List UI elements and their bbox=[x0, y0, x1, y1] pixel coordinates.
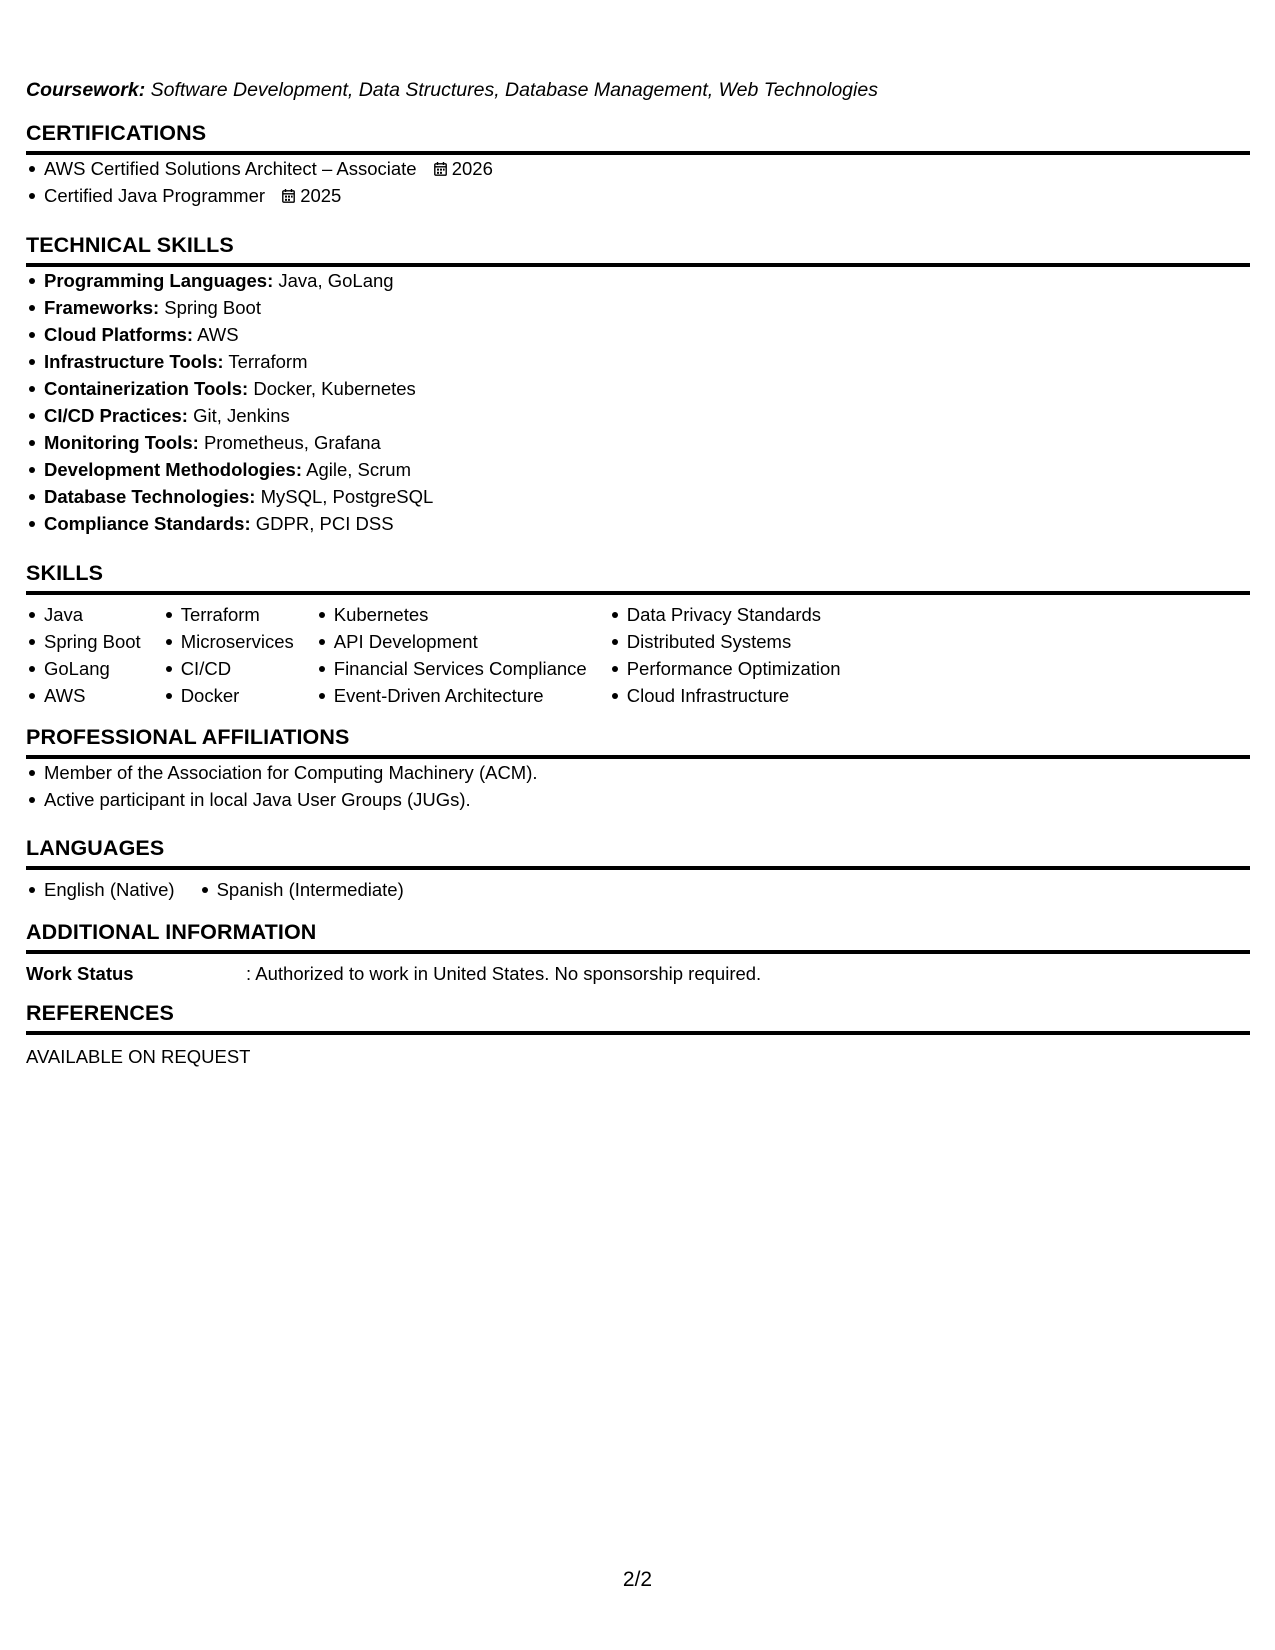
technical-skill-item bbox=[26, 375, 1250, 402]
technical-skills-list bbox=[26, 267, 1250, 537]
skills-column bbox=[316, 601, 587, 709]
technical-skill-label: Development Methodologies: bbox=[44, 459, 302, 480]
page-number: 2/2 bbox=[622, 1568, 653, 1591]
certifications-section bbox=[26, 120, 1250, 209]
technical-skill-label: Frameworks: bbox=[44, 297, 160, 318]
affiliation-item: Active participant in local Java User Groups (JUGs). bbox=[26, 786, 1250, 813]
coursework-label: Coursework: bbox=[26, 79, 146, 101]
skill-item: Microservices bbox=[163, 628, 294, 655]
languages-list bbox=[26, 876, 1250, 903]
work-status-value: : Authorized to work in United States. No sponsorship required. bbox=[246, 963, 762, 984]
technical-skill-value: Prometheus, Grafana bbox=[203, 432, 381, 453]
skill-item: Financial Services Compliance bbox=[316, 655, 587, 682]
certification-name: Certified Java Programmer bbox=[44, 185, 266, 206]
skill-item: Docker bbox=[163, 682, 294, 709]
technical-skill-label: Compliance Standards: bbox=[44, 513, 251, 534]
technical-skill-value: Docker, Kubernetes bbox=[253, 378, 416, 399]
skill-item: Performance Optimization bbox=[609, 655, 841, 682]
affiliations-section bbox=[26, 724, 1250, 813]
skills-column bbox=[163, 601, 294, 709]
technical-skill-label: Infrastructure Tools: bbox=[44, 351, 224, 372]
calendar-icon bbox=[434, 162, 447, 176]
technical-skill-item bbox=[26, 402, 1250, 429]
technical-skill-item bbox=[26, 456, 1250, 483]
language-item: Spanish (Intermediate) bbox=[199, 876, 404, 903]
technical-skill-value: Agile, Scrum bbox=[306, 459, 411, 480]
technical-skill-item bbox=[26, 429, 1250, 456]
skills-column bbox=[609, 601, 841, 709]
certifications-list bbox=[26, 155, 1250, 209]
technical-skill-label: Cloud Platforms: bbox=[44, 324, 194, 345]
skill-item: Java bbox=[26, 601, 141, 628]
technical-skill-label: Containerization Tools: bbox=[44, 378, 249, 399]
additional-info-section bbox=[26, 919, 1250, 987]
technical-skill-value: GDPR, PCI DSS bbox=[255, 513, 394, 534]
certification-year: 2026 bbox=[451, 158, 493, 179]
skill-item: Distributed Systems bbox=[609, 628, 841, 655]
technical-skill-item bbox=[26, 294, 1250, 321]
work-status-label: Work Status bbox=[26, 963, 134, 984]
technical-skill-value: Git, Jenkins bbox=[193, 405, 290, 426]
coursework-line bbox=[26, 79, 878, 102]
affiliations-list bbox=[26, 759, 1250, 813]
technical-skill-label: Database Technologies: bbox=[44, 486, 256, 507]
technical-skill-item bbox=[26, 267, 1250, 294]
technical-skill-item bbox=[26, 510, 1250, 537]
language-item: English (Native) bbox=[26, 876, 175, 903]
skill-item: CI/CD bbox=[163, 655, 294, 682]
references-heading: REFERENCES bbox=[26, 1000, 1250, 1035]
skill-item: Data Privacy Standards bbox=[609, 601, 841, 628]
technical-skills-section bbox=[26, 232, 1250, 537]
additional-info-heading: ADDITIONAL INFORMATION bbox=[26, 919, 1250, 954]
references-section bbox=[26, 1000, 1250, 1070]
skill-item: Terraform bbox=[163, 601, 294, 628]
skills-column bbox=[26, 601, 141, 709]
affiliations-heading: PROFESSIONAL AFFILIATIONS bbox=[26, 724, 1250, 759]
technical-skill-value: Spring Boot bbox=[164, 297, 261, 318]
technical-skill-label: CI/CD Practices: bbox=[44, 405, 188, 426]
technical-skill-item bbox=[26, 321, 1250, 348]
technical-skill-value: Terraform bbox=[228, 351, 308, 372]
skill-item: Kubernetes bbox=[316, 601, 587, 628]
skills-grid bbox=[26, 601, 1250, 709]
coursework-value: Software Development, Data Structures, Database Management, Web Technologies bbox=[150, 79, 878, 101]
technical-skill-value: Java, GoLang bbox=[278, 270, 394, 291]
skill-item: Event-Driven Architecture bbox=[316, 682, 587, 709]
certification-item bbox=[26, 182, 1250, 209]
technical-skill-value: AWS bbox=[197, 324, 239, 345]
technical-skill-item bbox=[26, 483, 1250, 510]
technical-skill-value: MySQL, PostgreSQL bbox=[260, 486, 434, 507]
skill-item: Cloud Infrastructure bbox=[609, 682, 841, 709]
technical-skills-heading: TECHNICAL SKILLS bbox=[26, 232, 1250, 267]
skills-section bbox=[26, 560, 1250, 709]
skill-item: GoLang bbox=[26, 655, 141, 682]
certification-year: 2025 bbox=[300, 185, 342, 206]
technical-skill-label: Monitoring Tools: bbox=[44, 432, 199, 453]
skill-item: Spring Boot bbox=[26, 628, 141, 655]
languages-heading: LANGUAGES bbox=[26, 835, 1250, 870]
certification-item bbox=[26, 155, 1250, 182]
skills-heading: SKILLS bbox=[26, 560, 1250, 595]
languages-section bbox=[26, 835, 1250, 903]
references-text: AVAILABLE ON REQUEST bbox=[26, 1046, 251, 1067]
affiliation-item: Member of the Association for Computing Machinery (ACM). bbox=[26, 759, 1250, 786]
calendar-icon bbox=[282, 189, 295, 203]
certification-name: AWS Certified Solutions Architect – Associate bbox=[44, 158, 417, 179]
skill-item: API Development bbox=[316, 628, 587, 655]
certifications-heading: CERTIFICATIONS bbox=[26, 120, 1250, 155]
technical-skill-item bbox=[26, 348, 1250, 375]
skill-item: AWS bbox=[26, 682, 141, 709]
work-status-row bbox=[26, 960, 1250, 987]
technical-skill-label: Programming Languages: bbox=[44, 270, 274, 291]
